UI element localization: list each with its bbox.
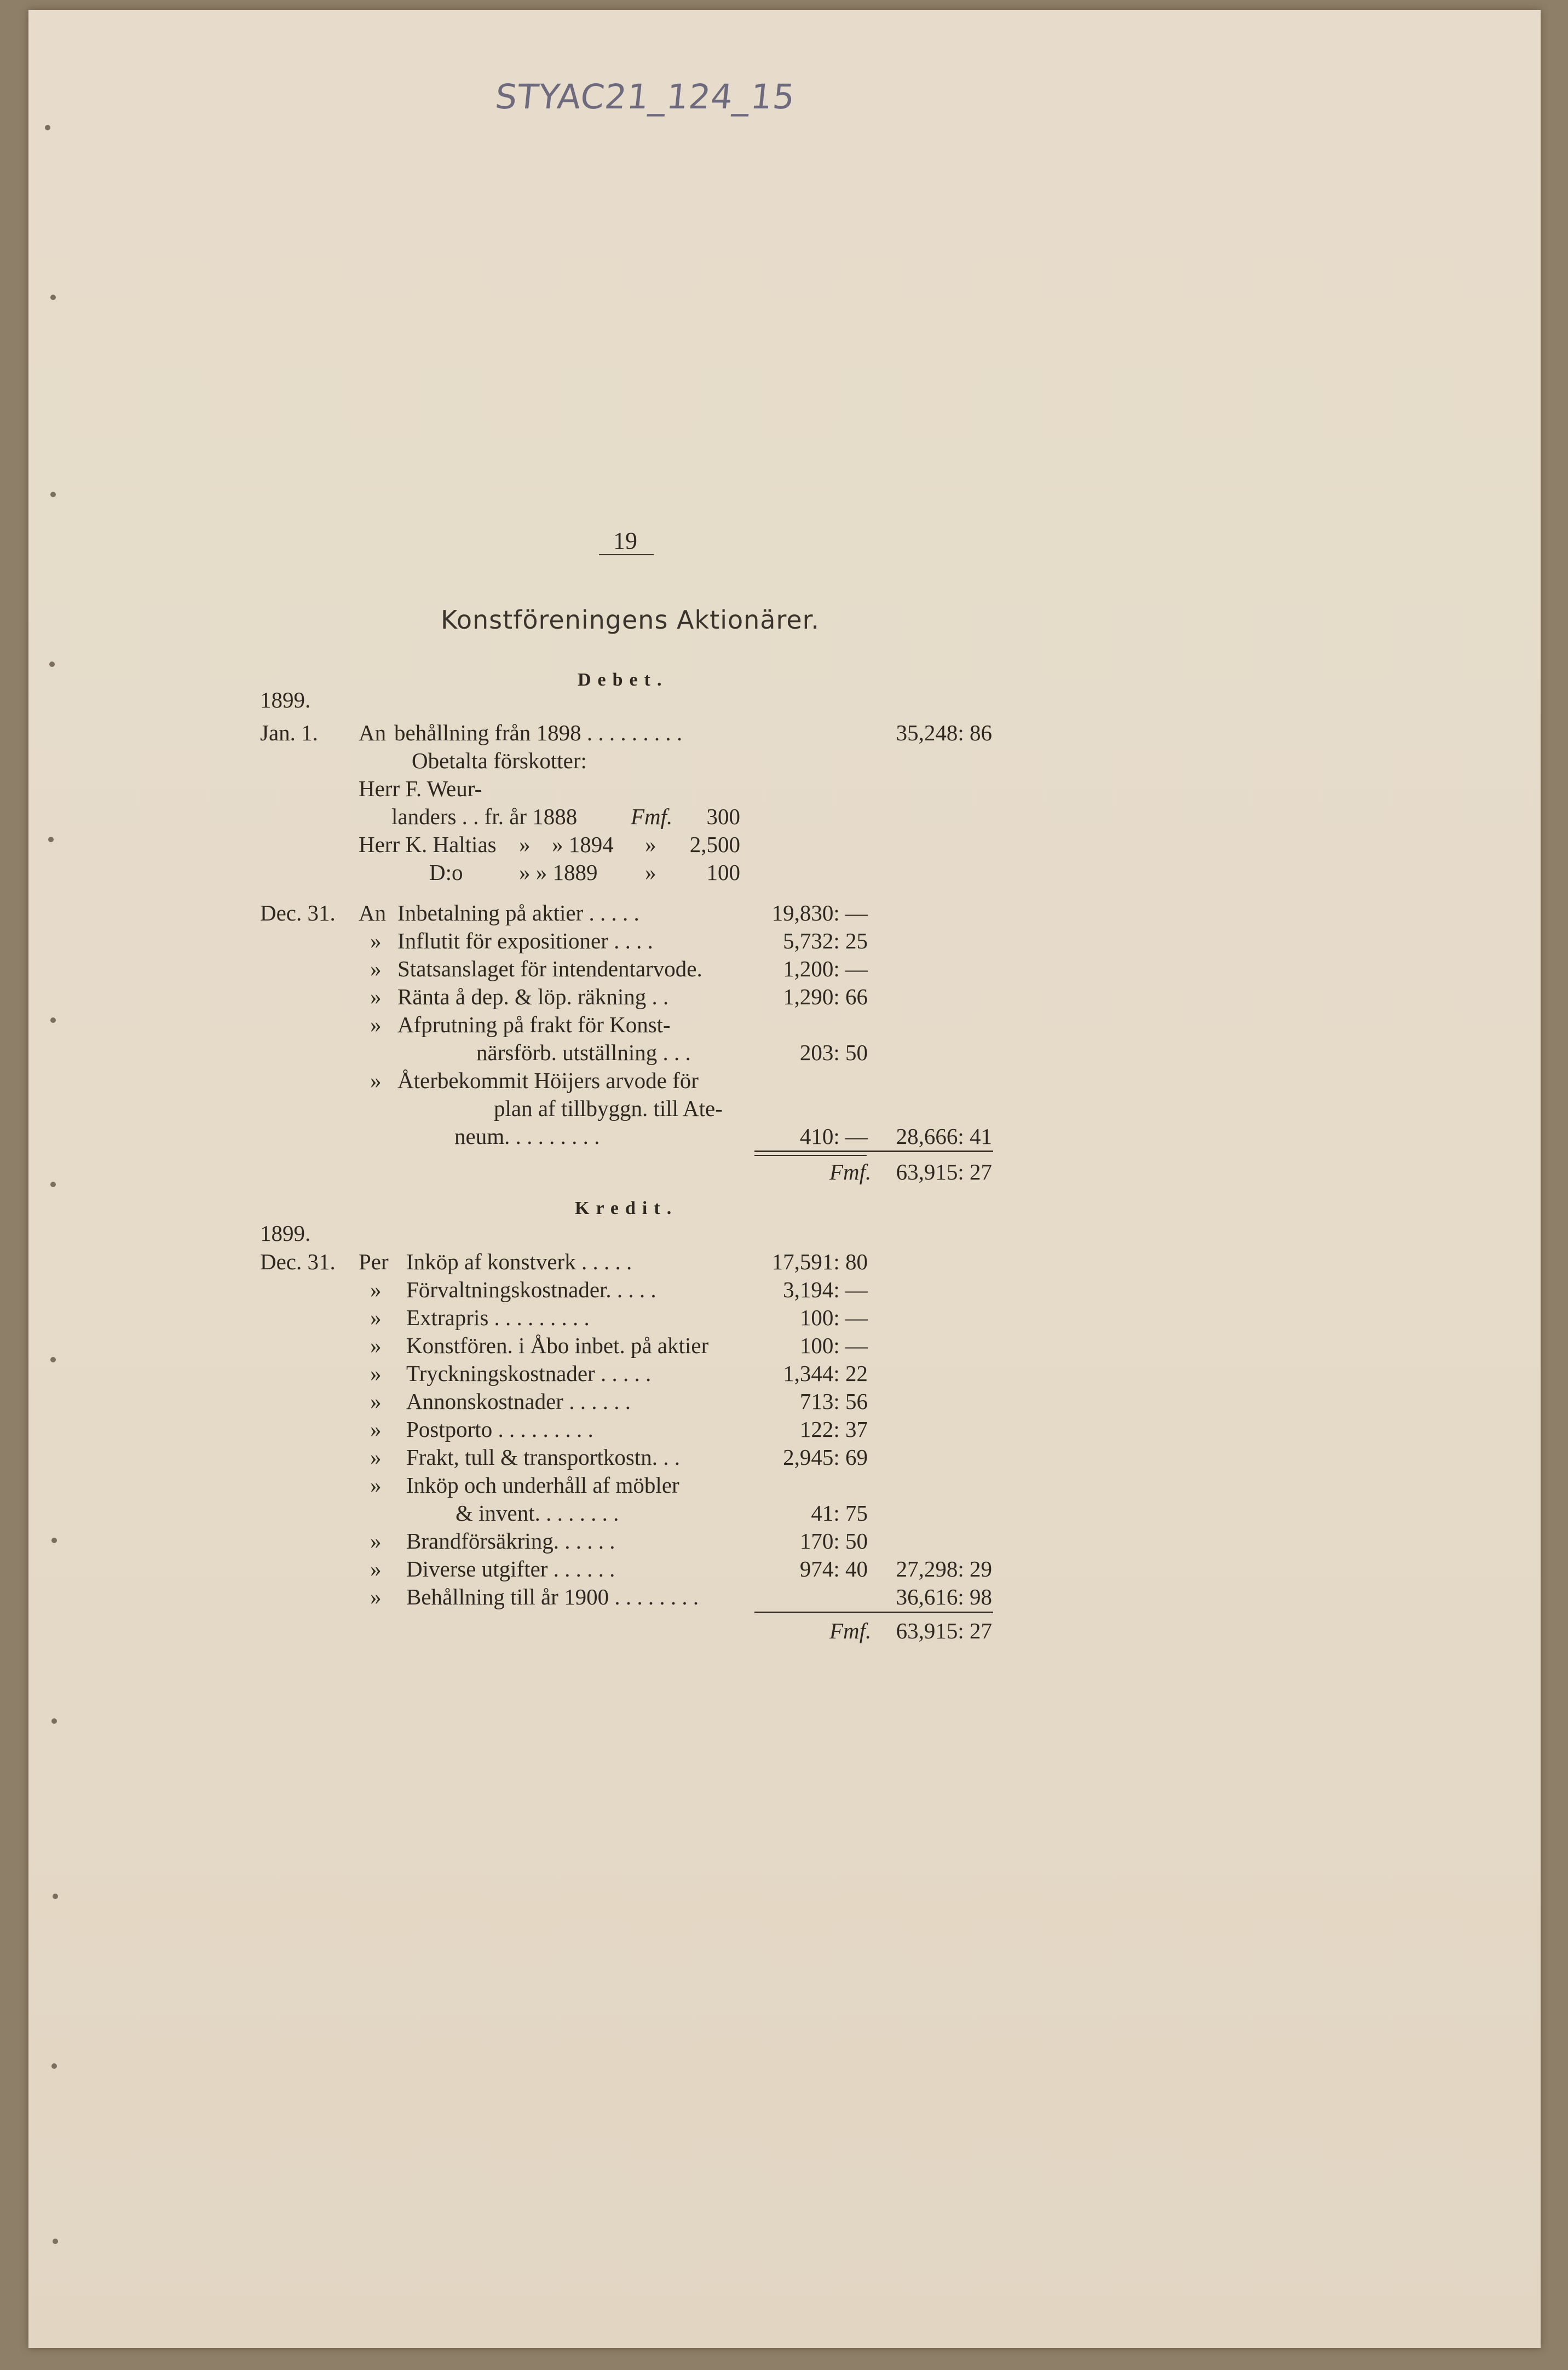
ledger-description: Ränta å dep. & löp. räkning . . bbox=[397, 984, 669, 1009]
ledger-prefix: » bbox=[370, 1528, 382, 1554]
sum-rule bbox=[754, 1151, 993, 1152]
ledger-total-amount: 28,666: 41 bbox=[896, 1124, 992, 1149]
document-page bbox=[28, 10, 1541, 2348]
ledger-amount: 170: 50 bbox=[799, 1528, 868, 1554]
binding-hole-mark bbox=[53, 1894, 58, 1899]
ledger-amount: 410: — bbox=[799, 1124, 868, 1149]
ditto-mark: » bbox=[645, 860, 656, 885]
ledger-amount: 203: 50 bbox=[799, 1040, 868, 1065]
kredit-heading: Kredit. bbox=[575, 1198, 678, 1218]
ledger-prefix: » bbox=[370, 1361, 382, 1386]
ledger-prefix: » bbox=[370, 1333, 382, 1358]
debet-heading: Debet. bbox=[578, 670, 668, 690]
ledger-prefix: » bbox=[370, 1556, 382, 1581]
ledger-amount: 5,732: 25 bbox=[783, 928, 868, 953]
ledger-total-amount: 35,248: 86 bbox=[896, 720, 992, 745]
binding-hole-mark bbox=[51, 1538, 57, 1543]
ledger-description: Konstfören. i Åbo inbet. på aktier bbox=[406, 1333, 709, 1358]
ledger-description: Inköp och underhåll af möbler bbox=[406, 1472, 679, 1498]
ledger-prefix: » bbox=[370, 1417, 382, 1442]
ledger-description: Förvaltningskostnader. . . . . bbox=[406, 1277, 656, 1302]
ledger-amount: 2,945: 69 bbox=[783, 1445, 868, 1470]
archive-code: STYAC21_124_15 bbox=[493, 77, 797, 117]
ledger-total-amount: 36,616: 98 bbox=[896, 1584, 992, 1609]
currency-abbreviation: Fmf. bbox=[829, 1159, 872, 1184]
ledger-prefix: An bbox=[359, 720, 387, 745]
ledger-amount: 122: 37 bbox=[799, 1417, 868, 1442]
ledger-subamount: 2,500 bbox=[689, 832, 740, 857]
kredit-year: 1899. bbox=[260, 1221, 311, 1246]
ledger-description: Annonskostnader . . . . . . bbox=[406, 1389, 631, 1414]
binding-hole-mark bbox=[45, 125, 50, 130]
ledger-description: behållning från 1898 . . . . . . . . . bbox=[394, 720, 683, 745]
binding-hole-mark bbox=[51, 1718, 57, 1724]
ditto-year: » 1894 bbox=[552, 832, 614, 857]
ledger-total-amount: 27,298: 29 bbox=[896, 1556, 992, 1581]
ledger-prefix: » bbox=[370, 1012, 382, 1037]
sum-rule bbox=[754, 1612, 993, 1613]
ledger-description: Postporto . . . . . . . . . bbox=[406, 1417, 593, 1442]
currency-abbreviation: Fmf. bbox=[631, 804, 673, 829]
binding-hole-mark bbox=[50, 492, 56, 497]
ledger-description: Diverse utgifter . . . . . . bbox=[406, 1556, 615, 1581]
binding-hole-mark bbox=[48, 837, 54, 842]
ledger-amount: 1,344: 22 bbox=[783, 1361, 868, 1386]
ledger-description: Obetalta förskotter: bbox=[412, 748, 587, 773]
ledger-description: Tryckningskostnader . . . . . bbox=[406, 1361, 652, 1386]
ledger-amount: 19,830: — bbox=[771, 900, 868, 925]
ledger-subamount: 100 bbox=[706, 860, 740, 885]
ditto-mark: » bbox=[519, 832, 531, 857]
sum-rule bbox=[754, 1155, 867, 1156]
ledger-description: Extrapris . . . . . . . . . bbox=[406, 1305, 590, 1330]
page-number-underline bbox=[599, 554, 654, 555]
ledger-amount: 974: 40 bbox=[799, 1556, 868, 1581]
ledger-prefix: » bbox=[370, 956, 382, 981]
ledger-prefix: » bbox=[370, 1472, 382, 1498]
ditto-mark: » bbox=[645, 832, 656, 857]
ledger-prefix: Per bbox=[359, 1249, 389, 1274]
ledger-date: Jan. 1. bbox=[260, 720, 318, 745]
ledger-prefix: » bbox=[370, 1584, 382, 1609]
debet-year: 1899. bbox=[260, 687, 311, 712]
ledger-description: Afprutning på frakt för Konst- bbox=[397, 1012, 671, 1037]
ledger-description: Inköp af konstverk . . . . . bbox=[406, 1249, 632, 1274]
ledger-prefix: » bbox=[370, 1068, 382, 1093]
ledger-date: Dec. 31. bbox=[260, 900, 336, 925]
ledger-description: Herr F. Weur- bbox=[359, 776, 482, 801]
ledger-amount: 100: — bbox=[799, 1333, 868, 1358]
binding-hole-mark bbox=[51, 2063, 57, 2069]
ditto-year: » » 1889 bbox=[519, 860, 598, 885]
ledger-description: Inbetalning på aktier . . . . . bbox=[397, 900, 639, 925]
ledger-description: landers . . fr. år 1888 bbox=[391, 804, 578, 829]
ledger-description: Behållning till år 1900 . . . . . . . . bbox=[406, 1584, 699, 1609]
binding-hole-mark bbox=[49, 661, 55, 667]
ledger-amount: 1,290: 66 bbox=[783, 984, 868, 1009]
ledger-amount: 17,591: 80 bbox=[771, 1249, 868, 1274]
ledger-prefix: » bbox=[370, 1389, 382, 1414]
page-number: 19 bbox=[613, 527, 637, 554]
binding-hole-mark bbox=[50, 1017, 56, 1023]
ledger-description: & invent. . . . . . . . bbox=[456, 1500, 619, 1526]
currency-abbreviation: Fmf. bbox=[829, 1618, 872, 1643]
ledger-prefix: » bbox=[370, 928, 382, 953]
ledger-amount: 713: 56 bbox=[799, 1389, 868, 1414]
kredit-total: 63,915: 27 bbox=[896, 1618, 992, 1643]
ledger-description: Brandförsäkring. . . . . . bbox=[406, 1528, 615, 1554]
ledger-description: Statsanslaget för intendentarvode. bbox=[397, 956, 702, 981]
ledger-amount: 3,194: — bbox=[783, 1277, 868, 1302]
ledger-description: Frakt, tull & transportkostn. . . bbox=[406, 1445, 680, 1470]
ledger-amount: 1,200: — bbox=[783, 956, 868, 981]
ledger-amount: 41: 75 bbox=[811, 1500, 868, 1526]
page-title: Konstföreningens Aktionärer. bbox=[441, 605, 820, 635]
ledger-description: närsförb. utställning . . . bbox=[476, 1040, 691, 1065]
ledger-description: Influtit för expositioner . . . . bbox=[397, 928, 653, 953]
ledger-amount: 100: — bbox=[799, 1305, 868, 1330]
binding-hole-mark bbox=[50, 295, 56, 300]
ledger-description: Återbekommit Höijers arvode för bbox=[397, 1068, 699, 1093]
ledger-prefix: An bbox=[359, 900, 387, 925]
ledger-description: Herr K. Haltias bbox=[359, 832, 497, 857]
debet-total: 63,915: 27 bbox=[896, 1159, 992, 1184]
ledger-prefix: » bbox=[370, 1445, 382, 1470]
ledger-prefix: » bbox=[370, 984, 382, 1009]
binding-hole-mark bbox=[50, 1182, 56, 1187]
binding-hole-mark bbox=[53, 2239, 58, 2244]
ledger-prefix: » bbox=[370, 1305, 382, 1330]
ledger-prefix: » bbox=[370, 1277, 382, 1302]
ledger-description: neum. . . . . . . . . bbox=[454, 1124, 600, 1149]
binding-hole-mark bbox=[50, 1357, 56, 1362]
ledger-description: plan af tillbyggn. till Ate- bbox=[494, 1096, 723, 1121]
ledger-description: D:o bbox=[429, 860, 463, 885]
ledger-subamount: 300 bbox=[706, 804, 740, 829]
ledger-date: Dec. 31. bbox=[260, 1249, 336, 1274]
